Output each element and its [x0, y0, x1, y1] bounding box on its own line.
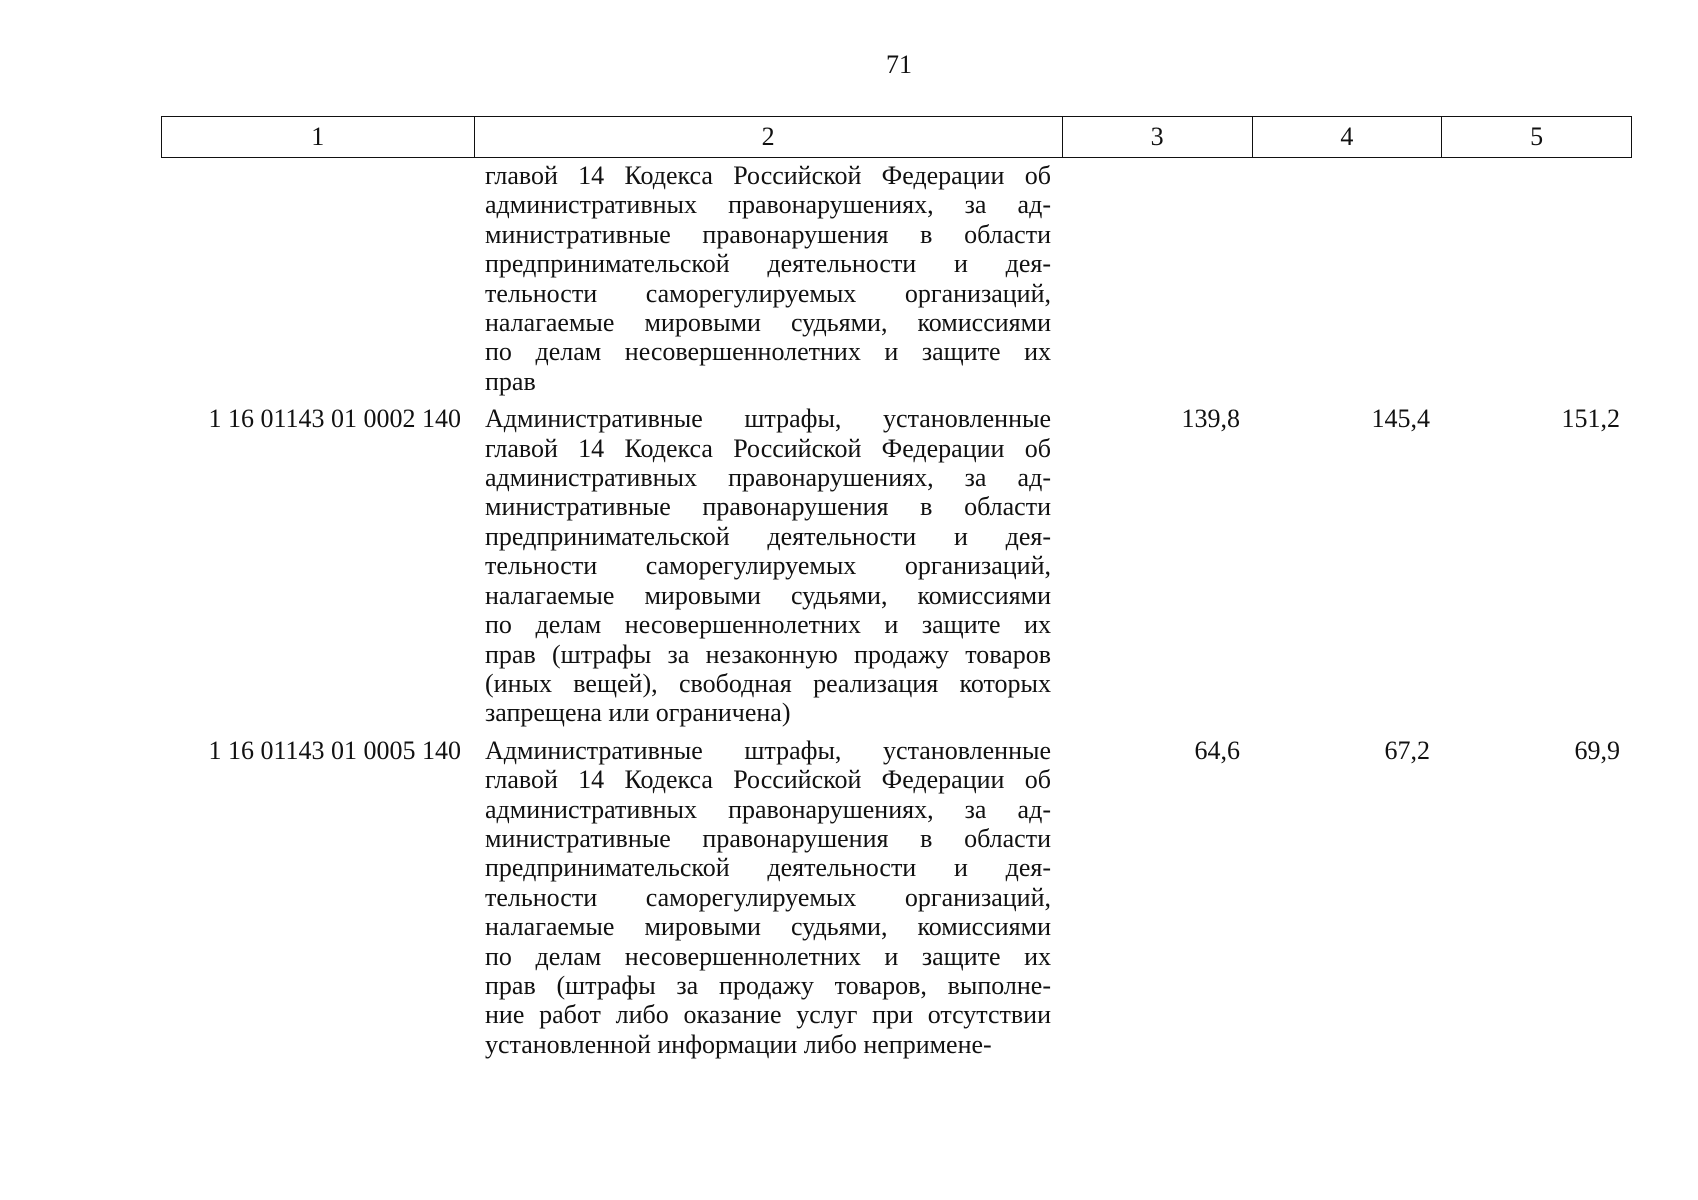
- column-header-4: 4: [1252, 117, 1442, 157]
- table-row: [161, 161, 1632, 396]
- amount-col4: 145,4: [1371, 404, 1430, 434]
- table-body: [161, 161, 1632, 1059]
- description-line: по делам несовершеннолетних и защите их: [485, 337, 1051, 367]
- description-line: административных правонарушениях, за ад-: [485, 463, 1051, 493]
- description-line: по делам несовершеннолетних и защите их: [485, 941, 1051, 971]
- description-line: главой 14 Кодекса Российской Федерации об: [485, 765, 1051, 795]
- amount-col3: 139,8: [1181, 404, 1240, 434]
- description-line: (иных вещей), свободная реализация которых: [485, 668, 1051, 698]
- budget-code: 1 16 01143 01 0002 140: [208, 404, 461, 434]
- description-line: установленной информации либо непримене-: [485, 1029, 992, 1059]
- description-line: административных правонарушениях, за ад-: [485, 190, 1051, 220]
- description-line: министративные правонарушения в области: [485, 823, 1051, 853]
- description-line: налагаемые мировыми судьями, комиссиями: [485, 912, 1051, 942]
- column-header-1: 1: [311, 122, 325, 151]
- revenue-description: [473, 404, 1062, 727]
- description-line: прав (штрафы за продажу товаров, выполне-: [485, 970, 1051, 1000]
- table-row: [161, 736, 1632, 1059]
- description-line: Административные штрафы, установленные: [485, 404, 1051, 434]
- description-line: предпринимательской деятельности и дея-: [485, 249, 1051, 279]
- revenue-description: [473, 161, 1062, 396]
- budget-code: 1 16 01143 01 0005 140: [208, 735, 461, 765]
- column-header-3: 3: [1062, 117, 1252, 157]
- description-line: министративные правонарушения в области: [485, 219, 1051, 249]
- description-line: ние работ либо оказание услуг при отсутствии: [485, 1000, 1051, 1030]
- description-line: тельности саморегулируемых организаций,: [485, 882, 1051, 912]
- description-line: налагаемые мировыми судьями, комиссиями: [485, 580, 1051, 610]
- description-line: Административные штрафы, установленные: [485, 735, 1051, 765]
- column-header-5: 5: [1441, 117, 1631, 157]
- amount-col5: 69,9: [1574, 735, 1620, 765]
- description-line: тельности саморегулируемых организаций,: [485, 551, 1051, 581]
- budget-table: [161, 116, 1632, 1059]
- description-line: главой 14 Кодекса Российской Федерации об: [485, 433, 1051, 463]
- revenue-description: [473, 736, 1062, 1059]
- description-line: министративные правонарушения в области: [485, 492, 1051, 522]
- amount-col5: 151,2: [1561, 404, 1620, 434]
- table-row: [161, 404, 1632, 727]
- amount-col4: [1252, 161, 1442, 396]
- description-line: предпринимательской деятельности и дея-: [485, 853, 1051, 883]
- description-line: прав (штрафы за незаконную продажу товаров: [485, 639, 1051, 669]
- description-line: предпринимательской деятельности и дея-: [485, 521, 1051, 551]
- column-header-2: 2: [474, 117, 1062, 157]
- page-number: 71: [886, 50, 912, 79]
- description-line: тельности саморегулируемых организаций,: [485, 278, 1051, 308]
- amount-col3: [1062, 161, 1252, 396]
- amount-col4: 67,2: [1384, 735, 1430, 765]
- budget-code: [161, 161, 473, 396]
- amount-col5: [1442, 161, 1632, 396]
- description-line: прав: [485, 366, 536, 396]
- description-line: налагаемые мировыми судьями, комиссиями: [485, 308, 1051, 338]
- table-header-row: [161, 116, 1632, 158]
- description-line: главой 14 Кодекса Российской Федерации об: [485, 161, 1051, 190]
- amount-col3: 64,6: [1194, 735, 1240, 765]
- description-line: административных правонарушениях, за ад-: [485, 794, 1051, 824]
- description-line: запрещена или ограничена): [485, 698, 791, 728]
- description-line: по делам несовершеннолетних и защите их: [485, 610, 1051, 640]
